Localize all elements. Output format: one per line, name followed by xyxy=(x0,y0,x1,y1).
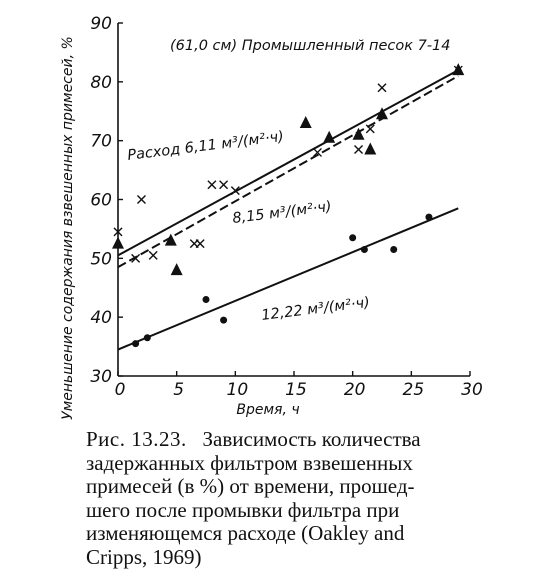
chart-annotation: (61,0 см) Промышленный песок 7-14 xyxy=(170,38,451,54)
triangle-point xyxy=(171,263,183,275)
triangle-point xyxy=(112,237,124,249)
y-axis-label: Уменьшение содержания взвешенных примесей, % xyxy=(60,36,76,420)
fit-line-series-1 xyxy=(118,70,458,255)
y-tick-label: 40 xyxy=(90,308,112,329)
fit-line-series-3 xyxy=(118,208,458,349)
figure-caption xyxy=(86,428,516,569)
dot-point xyxy=(220,317,227,324)
x-tick-label: 10 xyxy=(226,380,249,400)
triangle-point xyxy=(364,142,376,154)
triangle-point xyxy=(452,63,464,75)
caption-text-1: Зависимость количества xyxy=(202,427,421,451)
dot-point xyxy=(390,246,397,253)
y-tick-label: 70 xyxy=(90,131,112,152)
caption-line-1 xyxy=(86,428,516,452)
figure-number: Рис. 13.23. xyxy=(86,427,187,451)
caption-line-6: Cripps, 1969) xyxy=(86,544,202,569)
y-tick-label: 30 xyxy=(90,367,112,387)
series-label-1: Расход 6,11 м³/(м²·ч) xyxy=(126,128,285,164)
cross-point xyxy=(378,84,386,92)
dot-point xyxy=(425,214,432,221)
x-tick-label: 15 xyxy=(285,380,307,400)
caption-line-5: изменяющемся расходе (Oakley and xyxy=(86,521,405,545)
cross-point xyxy=(355,145,363,153)
x-tick-label: 20 xyxy=(343,380,366,400)
y-tick-label: 90 xyxy=(90,14,112,34)
cross-point xyxy=(208,181,216,189)
dot-point xyxy=(349,234,356,241)
series-label-2: 8,15 м³/(м²·ч) xyxy=(231,198,333,227)
caption-line-2: задержанных фильтром взвешенных xyxy=(86,450,413,475)
x-tick-label: 30 xyxy=(461,380,483,400)
cross-point xyxy=(137,196,145,204)
cross-point xyxy=(196,240,204,248)
y-tick-label: 80 xyxy=(90,72,112,93)
x-tick-label: 25 xyxy=(402,380,425,400)
y-tick-label: 50 xyxy=(90,249,112,270)
dot-point xyxy=(144,334,151,341)
dot-point xyxy=(203,296,210,303)
x-tick-label: 5 xyxy=(173,380,185,400)
caption-line-4: шего после промывки фильтра при xyxy=(86,497,400,522)
y-tick-label: 60 xyxy=(90,190,112,211)
caption-line-3: примесей (в %) от времени, прошед- xyxy=(86,474,415,498)
dot-point xyxy=(132,340,139,347)
x-axis-label: Время, ч xyxy=(236,402,300,418)
cross-point xyxy=(220,181,228,189)
dot-point xyxy=(361,246,368,253)
series-label-3: 12,22 м³/(м²·ч) xyxy=(260,294,371,324)
x-tick-label: 0 xyxy=(114,380,126,400)
triangle-point xyxy=(300,116,312,128)
cross-point xyxy=(149,251,157,259)
triangle-point xyxy=(323,131,335,143)
